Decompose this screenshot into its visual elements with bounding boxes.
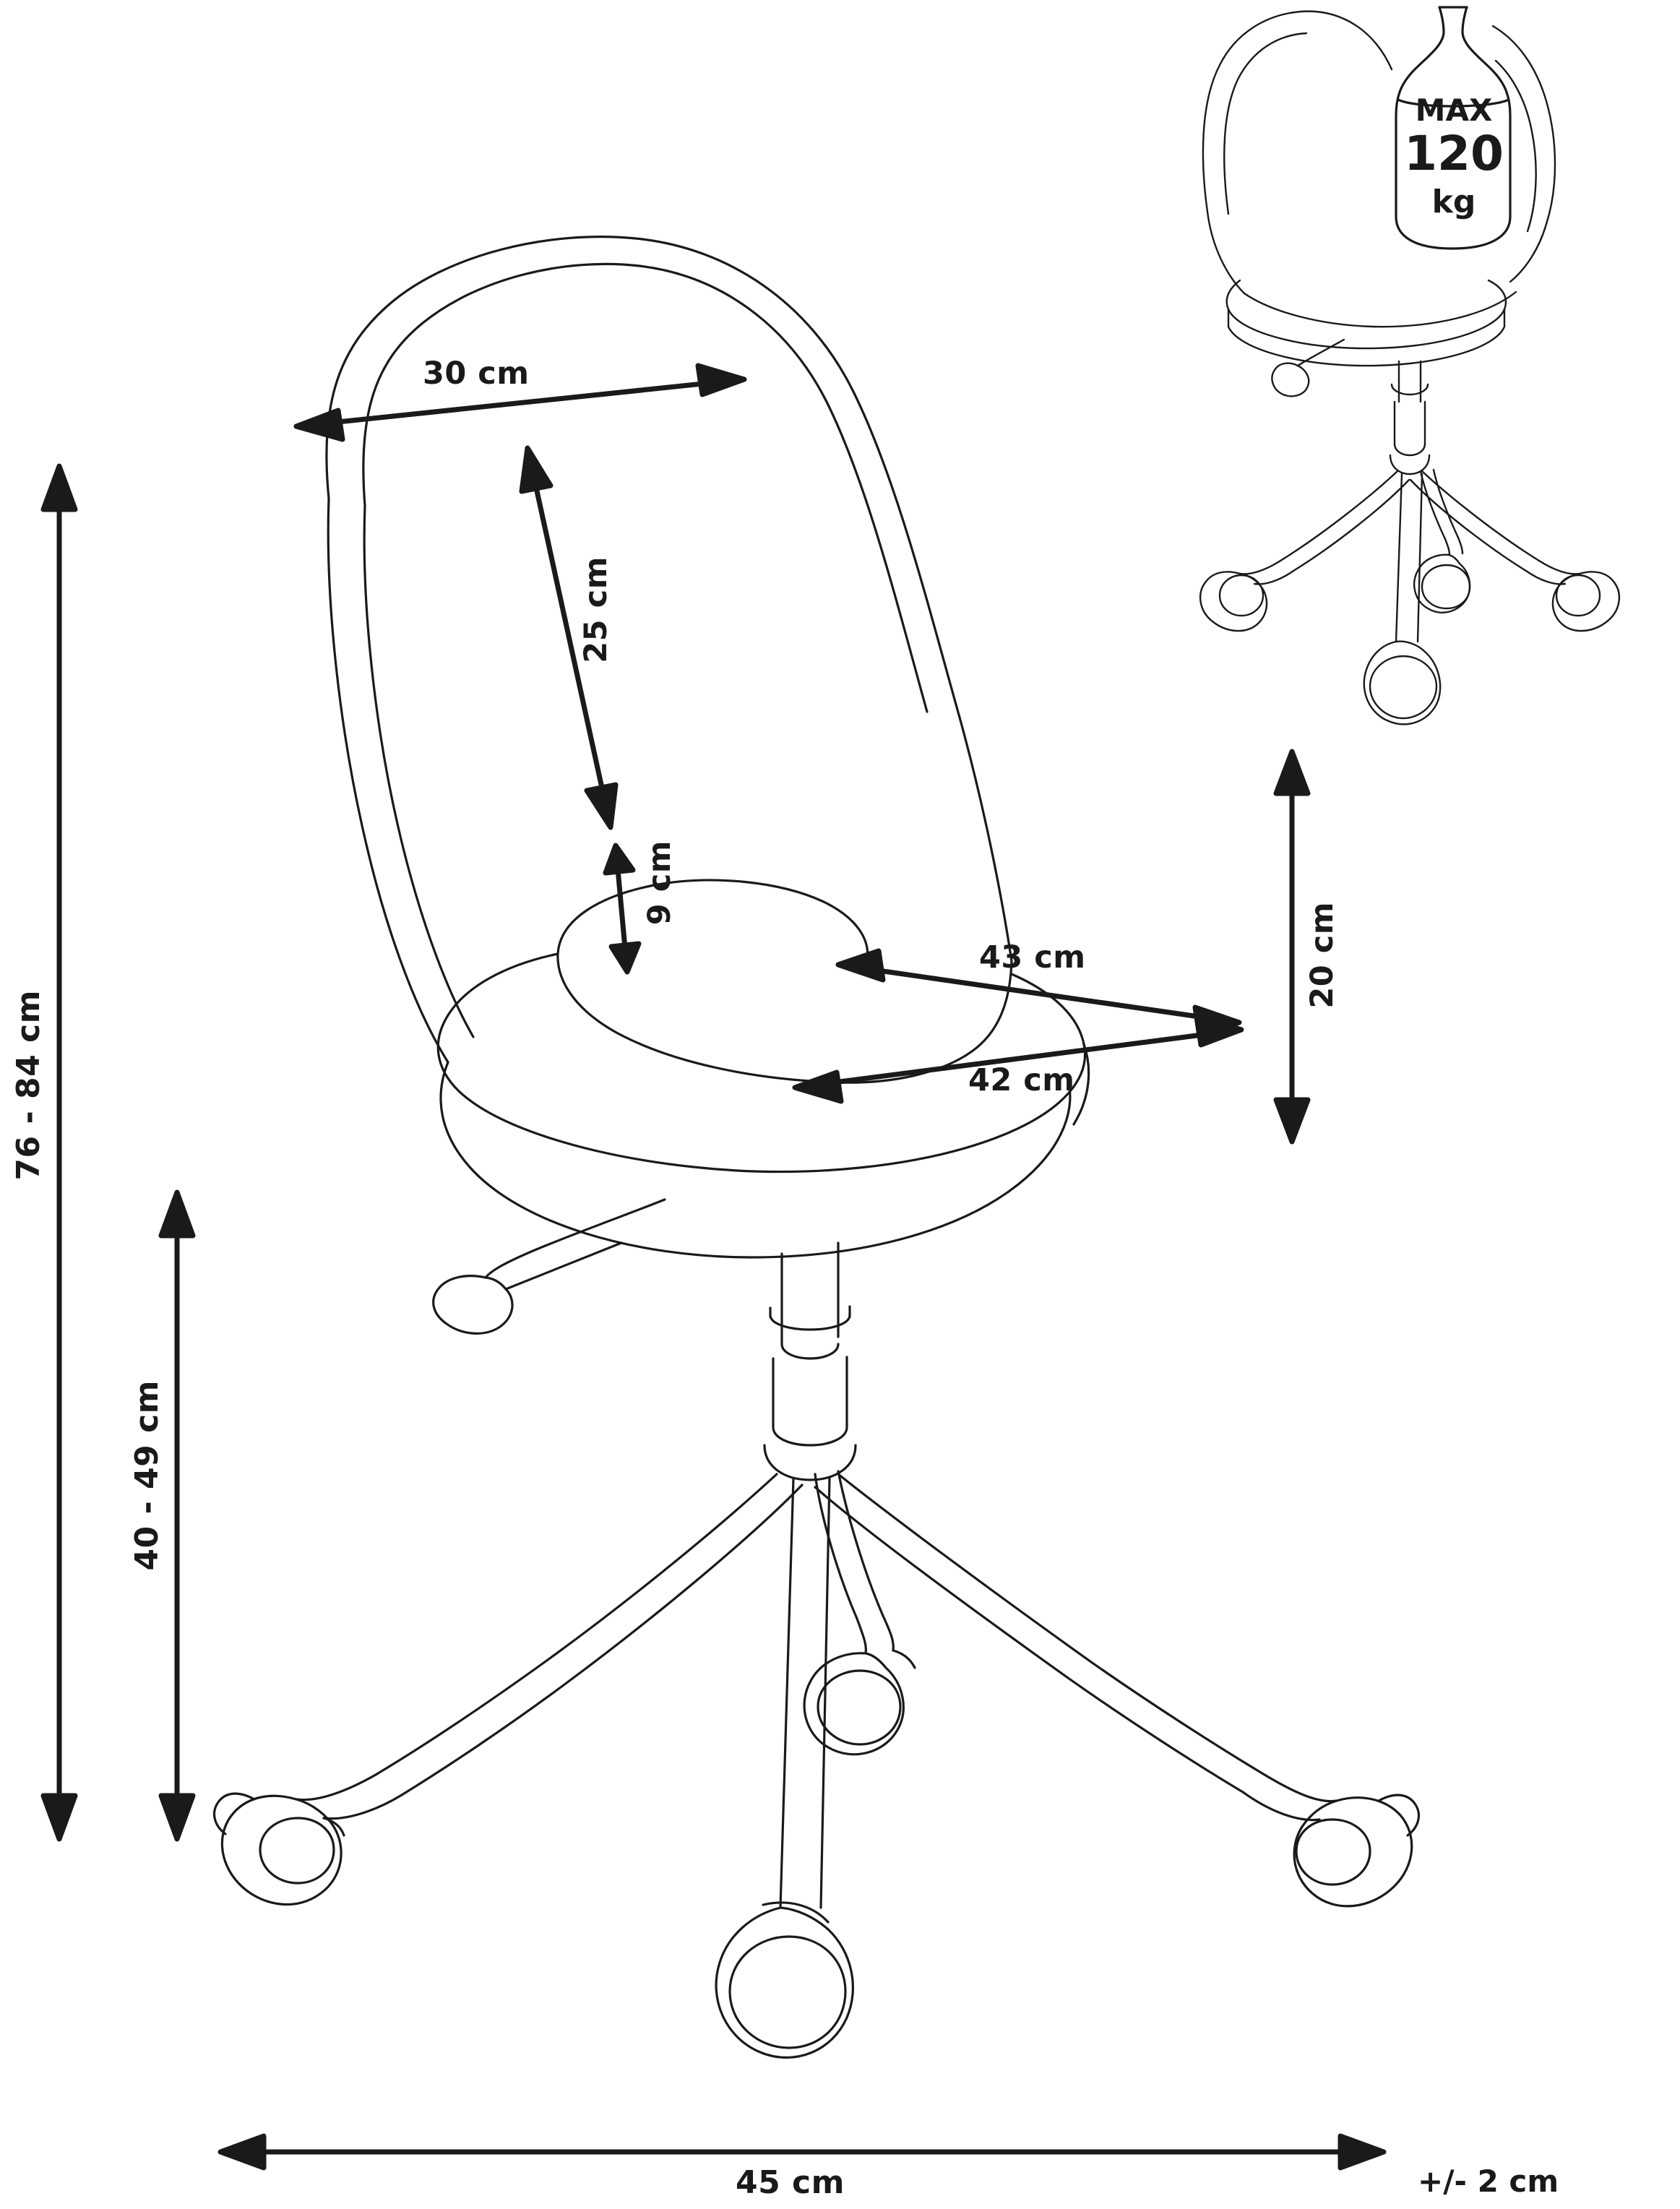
dimension-label-seat-height: 40 - 49 cm <box>129 1380 165 1571</box>
tolerance-note: +/- 2 cm <box>1418 2163 1559 2199</box>
dimension-label-armrest-gap: 9 cm <box>642 840 678 926</box>
dimension-label-total-height: 76 - 84 cm <box>10 990 47 1181</box>
load-badge-max-label: MAX <box>1415 92 1493 128</box>
dimension-label-backrest-height: 25 cm <box>578 556 614 663</box>
dimension-label-backrest-width: 30 cm <box>423 356 530 392</box>
dimension-label-armrest-height: 20 cm <box>1304 902 1340 1009</box>
load-badge-value: 120 <box>1404 126 1504 181</box>
dimension-label-seat-depth: 43 cm <box>979 939 1086 976</box>
dimension-label-seat-width: 42 cm <box>968 1062 1075 1098</box>
load-badge-unit: kg <box>1431 184 1476 220</box>
dimension-label-base-width: 45 cm <box>736 2164 845 2201</box>
